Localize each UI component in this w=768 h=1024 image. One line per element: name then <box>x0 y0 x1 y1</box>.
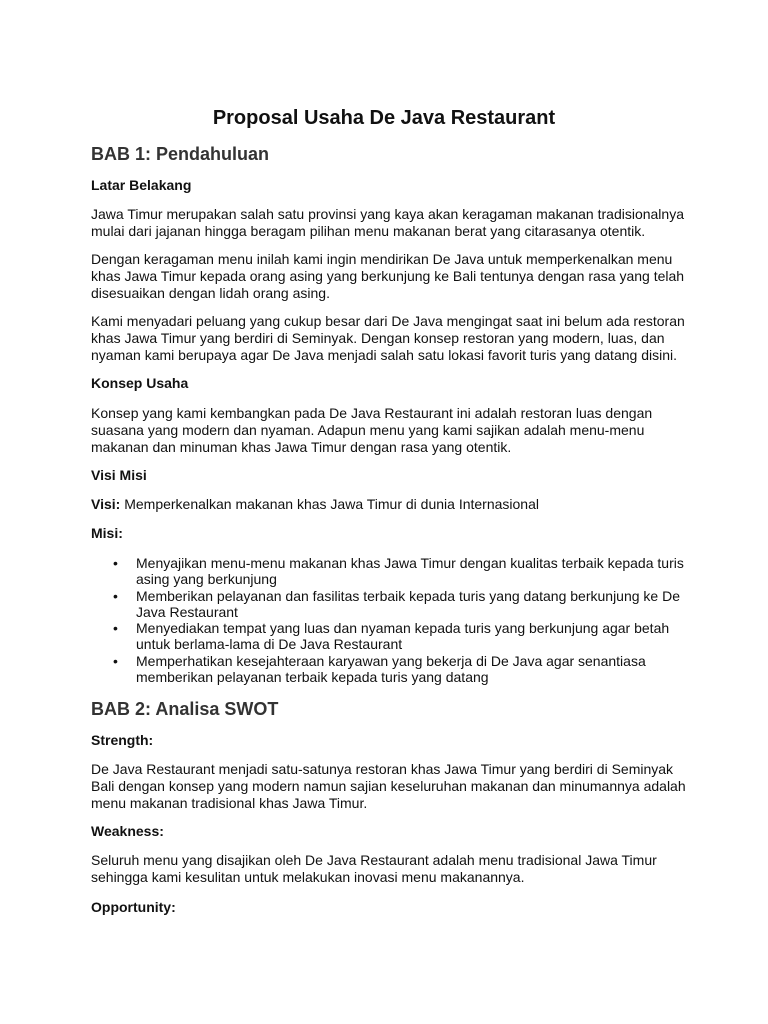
list-item: • Memberikan pelayanan dan fasilitas terbaik kepada turis yang datang berkunjung ke De Java Restaurant <box>113 587 681 620</box>
bullet-icon: • <box>113 587 118 604</box>
visi-label: Visi: <box>91 496 121 512</box>
misi-list <box>91 555 691 685</box>
list-item: • Memperhatikan kesejahteraan karyawan yang bekerja di De Java agar senantiasa memberikan pelayanan terbaik kepada turis yang datang <box>113 652 646 686</box>
document-title: Proposal Usaha De Java Restaurant <box>212 107 556 129</box>
bullet-icon: • <box>113 555 118 571</box>
bullet-icon: • <box>113 620 118 637</box>
opportunity-heading: Opportunity: <box>91 899 176 915</box>
visi-text: Memperkenalkan makanan khas Jawa Timur di dunia Internasional <box>120 496 539 512</box>
latar-paragraph-3: Kami menyadari peluang yang cukup besar dari De Java mengingat saat ini belum ada restoran khas Jawa Timur yang berdiri di Seminyak. Dengan konsep restoran yang modern, luas, dan nyaman kami berupaya agar De Java menjadi salah satu lokasi favorit turis yang datang disini. <box>91 313 685 363</box>
bab1-heading: BAB 1: Pendahuluan <box>91 144 270 164</box>
konsep-paragraph: Konsep yang kami kembangkan pada De Java Restaurant ini adalah restoran luas dengan suasana yang modern dan nyaman. Adapun menu yang kami sajikan adalah menu-menu makanan dan minuman khas Jawa Timur dengan rasa yang otentik. <box>91 405 653 455</box>
latar-belakang-heading: Latar Belakang <box>91 177 192 193</box>
visi-line <box>91 496 691 513</box>
misi-label: Misi: <box>91 525 123 541</box>
weakness-heading: Weakness: <box>91 823 164 839</box>
weakness-paragraph: Seluruh menu yang disajikan oleh De Java Restaurant adalah menu tradisional Jawa Timur sehingga kami kesulitan untuk melakukan inovasi menu makanannya. <box>91 852 657 885</box>
visi-misi-heading: Visi Misi <box>91 467 147 483</box>
bullet-icon: • <box>113 652 118 669</box>
bab2-heading: BAB 2: Analisa SWOT <box>91 699 279 719</box>
strength-paragraph: De Java Restaurant menjadi satu-satunya restoran khas Jawa Timur yang berdiri di Seminyak Bali dengan konsep yang modern namun sajian keseluruhan makanan dan minumannya adalah menu makanan tradisional khas Jawa Timur. <box>91 761 686 811</box>
latar-paragraph-1: Jawa Timur merupakan salah satu provinsi yang kaya akan keragaman makanan tradisionalnya mulai dari jajanan hingga beragam pilihan menu makanan berat yang citarasanya otentik. <box>91 206 684 239</box>
list-item: • Menyajikan menu-menu makanan khas Jawa Timur dengan kualitas terbaik kepada turis asing yang berkunjung <box>113 555 684 588</box>
latar-paragraph-2: Dengan keragaman menu inilah kami ingin mendirikan De Java untuk memperkenalkan menu khas Jawa Timur kepada orang asing yang berkunjung ke Bali tentunya dengan rasa yang telah disesuaikan dengan lidah orang asing. <box>91 251 685 301</box>
list-item: • Menyediakan tempat yang luas dan nyaman kepada turis yang berkunjung agar betah untuk berlama-lama di De Java Restaurant <box>113 620 670 653</box>
strength-heading: Strength: <box>91 732 154 748</box>
konsep-usaha-heading: Konsep Usaha <box>91 375 189 391</box>
